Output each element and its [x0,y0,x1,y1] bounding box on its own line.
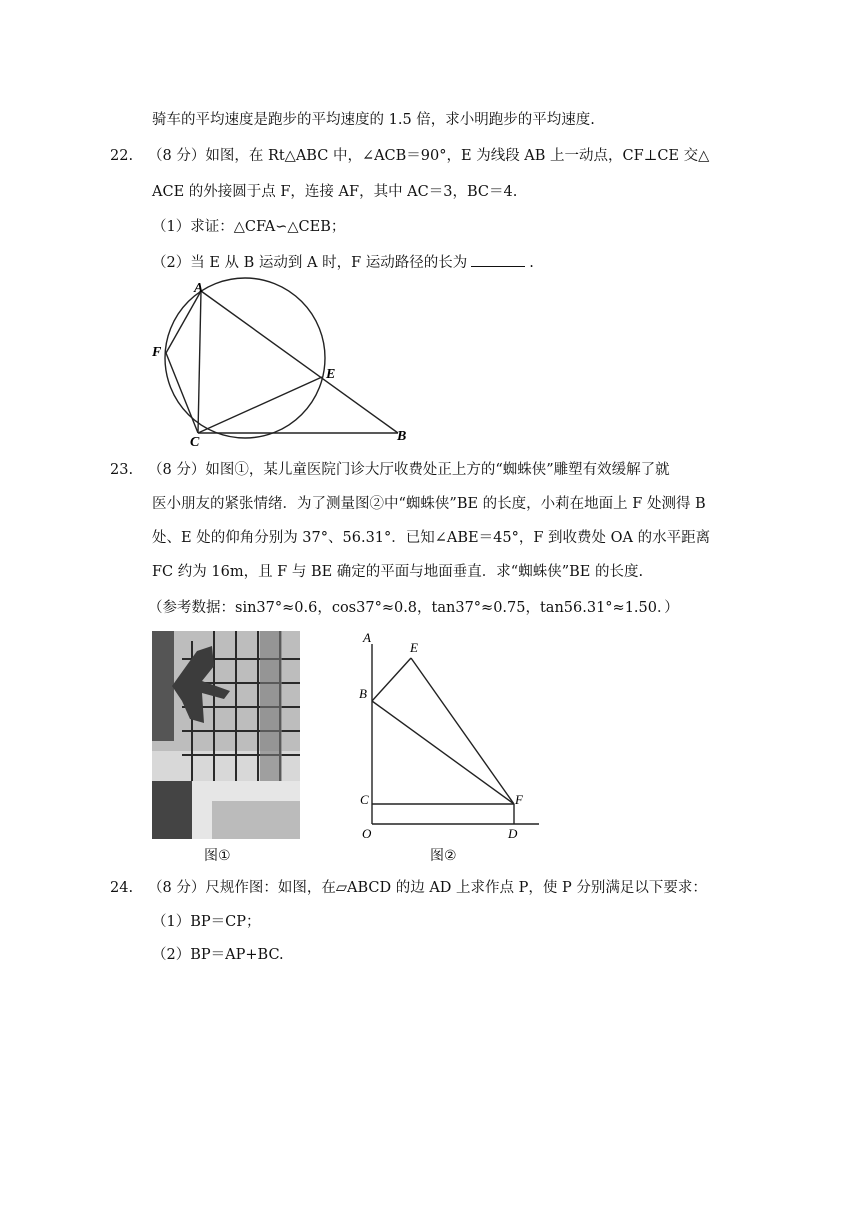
q22-part2-end: . [529,255,534,271]
q22-line2: ACE 的外接圆于点 F，连接 AF，其中 AC＝3，BC＝4. [152,184,518,200]
label-F: F [152,345,162,360]
label-B: B [359,686,367,701]
segment-BF [372,701,514,804]
q23-figure-2 [355,628,545,842]
q24-number: 24. [110,880,134,896]
segment-AC [198,291,201,433]
q22-part1: （1）求证：△CFA∽△CEB； [152,219,346,235]
q23-reference-data: （参考数据：sin37°≈0.6，cos37°≈0.8，tan37°≈0.75，tan56.31°≈1.50．） [148,600,679,616]
q23-line2: 医小朋友的紧张情绪．为了测量图②中“蜘蛛侠”BE 的长度，小莉在地面上 F 处测得 B [152,496,706,512]
answer-blank [471,252,525,267]
q23-line3: 处、E 处的仰角分别为 37°、56.31°．已知∠ABE＝45°，F 到收费处 OA 的水平距离 [152,530,711,546]
q24-line1: （8 分）尺规作图：如图，在▱ABCD 的边 AD 上求作点 P，使 P 分别满足以下要求： [148,880,707,896]
q22-part2 [152,252,534,273]
q23-number: 23. [110,462,134,478]
fig1-caption: 图① [204,848,231,864]
label-E: E [410,640,418,655]
q22-line1: （8 分）如图，在 Rt△ABC 中，∠ACB＝90°，E 为线段 AB 上一动点，CF⊥CE 交△ [148,148,710,164]
label-D: D [508,826,518,841]
segment-FC [166,353,198,433]
segment-AB [201,291,398,433]
q22-figure [140,276,430,448]
q23-line4: FC 约为 16m，且 F 与 BE 确定的平面与地面垂直．求“蜘蛛侠”BE 的长度. [152,564,644,580]
label-O: O [362,826,372,841]
spiderman-sculpture-photo [152,631,300,839]
q23-line1: （8 分）如图①，某儿童医院门诊大厅收费处正上方的“蜘蛛侠”雕塑有效缓解了就 [148,462,670,478]
label-C: C [360,792,369,807]
segment-EF [411,658,514,804]
q22-part2-text: （2）当 E 从 B 运动到 A 时，F 运动路径的长为 [152,255,468,271]
continuation-text: 骑车的平均速度是跑步的平均速度的 1.5 倍，求小明跑步的平均速度. [152,112,595,128]
label-B: B [397,429,407,444]
segment-BE [372,658,411,701]
segment-AF [166,291,201,353]
label-A: A [194,281,204,296]
circumcircle [165,278,325,438]
label-A: A [363,630,371,645]
label-F: F [515,792,523,807]
q24-part2: （2）BP＝AP+BC. [152,947,284,963]
fig2-caption: 图② [430,848,457,864]
label-E: E [326,367,336,382]
segment-CE [198,377,322,433]
label-C: C [190,435,200,448]
q22-number: 22. [110,148,134,164]
q24-part1: （1）BP＝CP； [152,914,261,930]
